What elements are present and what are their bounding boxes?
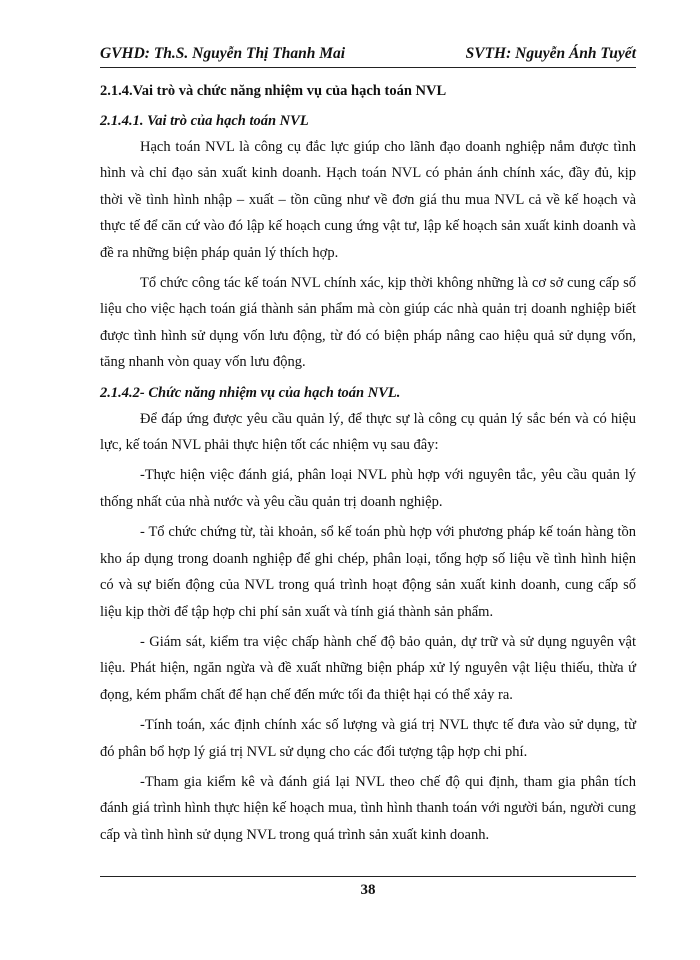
- section-heading: 2.1.4.Vai trò và chức năng nhiệm vụ của hạch toán NVL: [100, 83, 447, 99]
- paragraph: Hạch toán NVL là công cụ đắc lực giúp cho lãnh đạo doanh nghiệp nắm được tình hình và chỉ đạo sản xuất kinh doanh. Hạch toán NVL có phản ánh chính xác, đầy đủ, kịp thời về tình hình nhập – xuất – tồn cũng như về đơn giá thu mua NVL cả về kế hoạch và thực tế để căn cứ vào đó lập kế hoạch cung ứng vật tư, lập kế hoạch sản xuất kinh doanh và đề ra những biện pháp quản lý thích hợp.: [100, 139, 636, 261]
- subsection-heading-2: 2.1.4.2- Chức năng nhiệm vụ của hạch toán NVL.: [100, 384, 401, 401]
- page-content: [100, 70, 636, 852]
- paragraph: - Tổ chức chứng từ, tài khoản, sổ kế toán phù hợp với phương pháp kế toán hàng tồn kho áp dụng trong doanh nghiệp để ghi chép, phân loại, tổng hợp số liệu về tình hình hiện có và sự biến động của NVL trong quá trình hoạt động sản xuất kinh doanh, cung cấp số liệu kịp thời để tập hợp chi phí sản xuất và tính giá thành sản phẩm.: [100, 524, 636, 620]
- paragraph: -Tính toán, xác định chính xác số lượng và giá trị NVL thực tế đưa vào sử dụng, từ đó phân bổ hợp lý giá trị NVL sử dụng cho các đối tượng tập hợp chi phí.: [100, 717, 636, 760]
- page-number: 38: [360, 882, 376, 898]
- paragraph: Để đáp ứng được yêu cầu quản lý, để thực sự là công cụ quản lý sắc bén và có hiệu lực, kế toán NVL phải thực hiện tốt các nhiệm vụ sau đây:: [100, 410, 636, 454]
- subsection-heading-1: 2.1.4.1. Vai trò của hạch toán NVL: [100, 113, 309, 129]
- paragraph: -Tham gia kiểm kê và đánh giá lại NVL theo chế độ qui định, tham gia phân tích đánh giá trình hình thực hiện kế hoạch mua, tình hình thanh toán với người bán, người cung cấp và tình hình sử dụng NVL trong quá trình sản xuất kinh doanh.: [100, 773, 636, 843]
- header-student: SVTH: Nguyễn Ánh Tuyết: [465, 45, 636, 62]
- footer-divider: [100, 876, 636, 877]
- paragraph: -Thực hiện việc đánh giá, phân loại NVL phù hợp với nguyên tắc, yêu cầu quản lý thống nhất của nhà nước và yêu cầu quản trị doanh nghiệp.: [100, 467, 636, 510]
- header-supervisor: GVHD: Th.S. Nguyễn Thị Thanh Mai: [100, 45, 346, 62]
- page-header: [100, 38, 636, 68]
- paragraph: Tổ chức công tác kế toán NVL chính xác, kịp thời không những là cơ sở cung cấp số liệu cho việc hạch toán giá thành sản phẩm mà còn giúp các nhà quản trị doanh nghiệp biết được tình hình sử dụng vốn lưu động, từ đó có biện pháp nâng cao hiệu quả sử dụng vốn, tăng nhanh vòn quay vốn lưu động.: [100, 275, 636, 371]
- paragraph: - Giám sát, kiểm tra việc chấp hành chế độ bảo quản, dự trữ và sử dụng nguyên vật liệu. Phát hiện, ngăn ngừa và đề xuất những biện pháp xử lý nguyên vật liệu thiếu, thừa ứ đọng, kém phẩm chất để hạn chế đến mức tối đa thiệt hại có thể xảy ra.: [100, 633, 636, 703]
